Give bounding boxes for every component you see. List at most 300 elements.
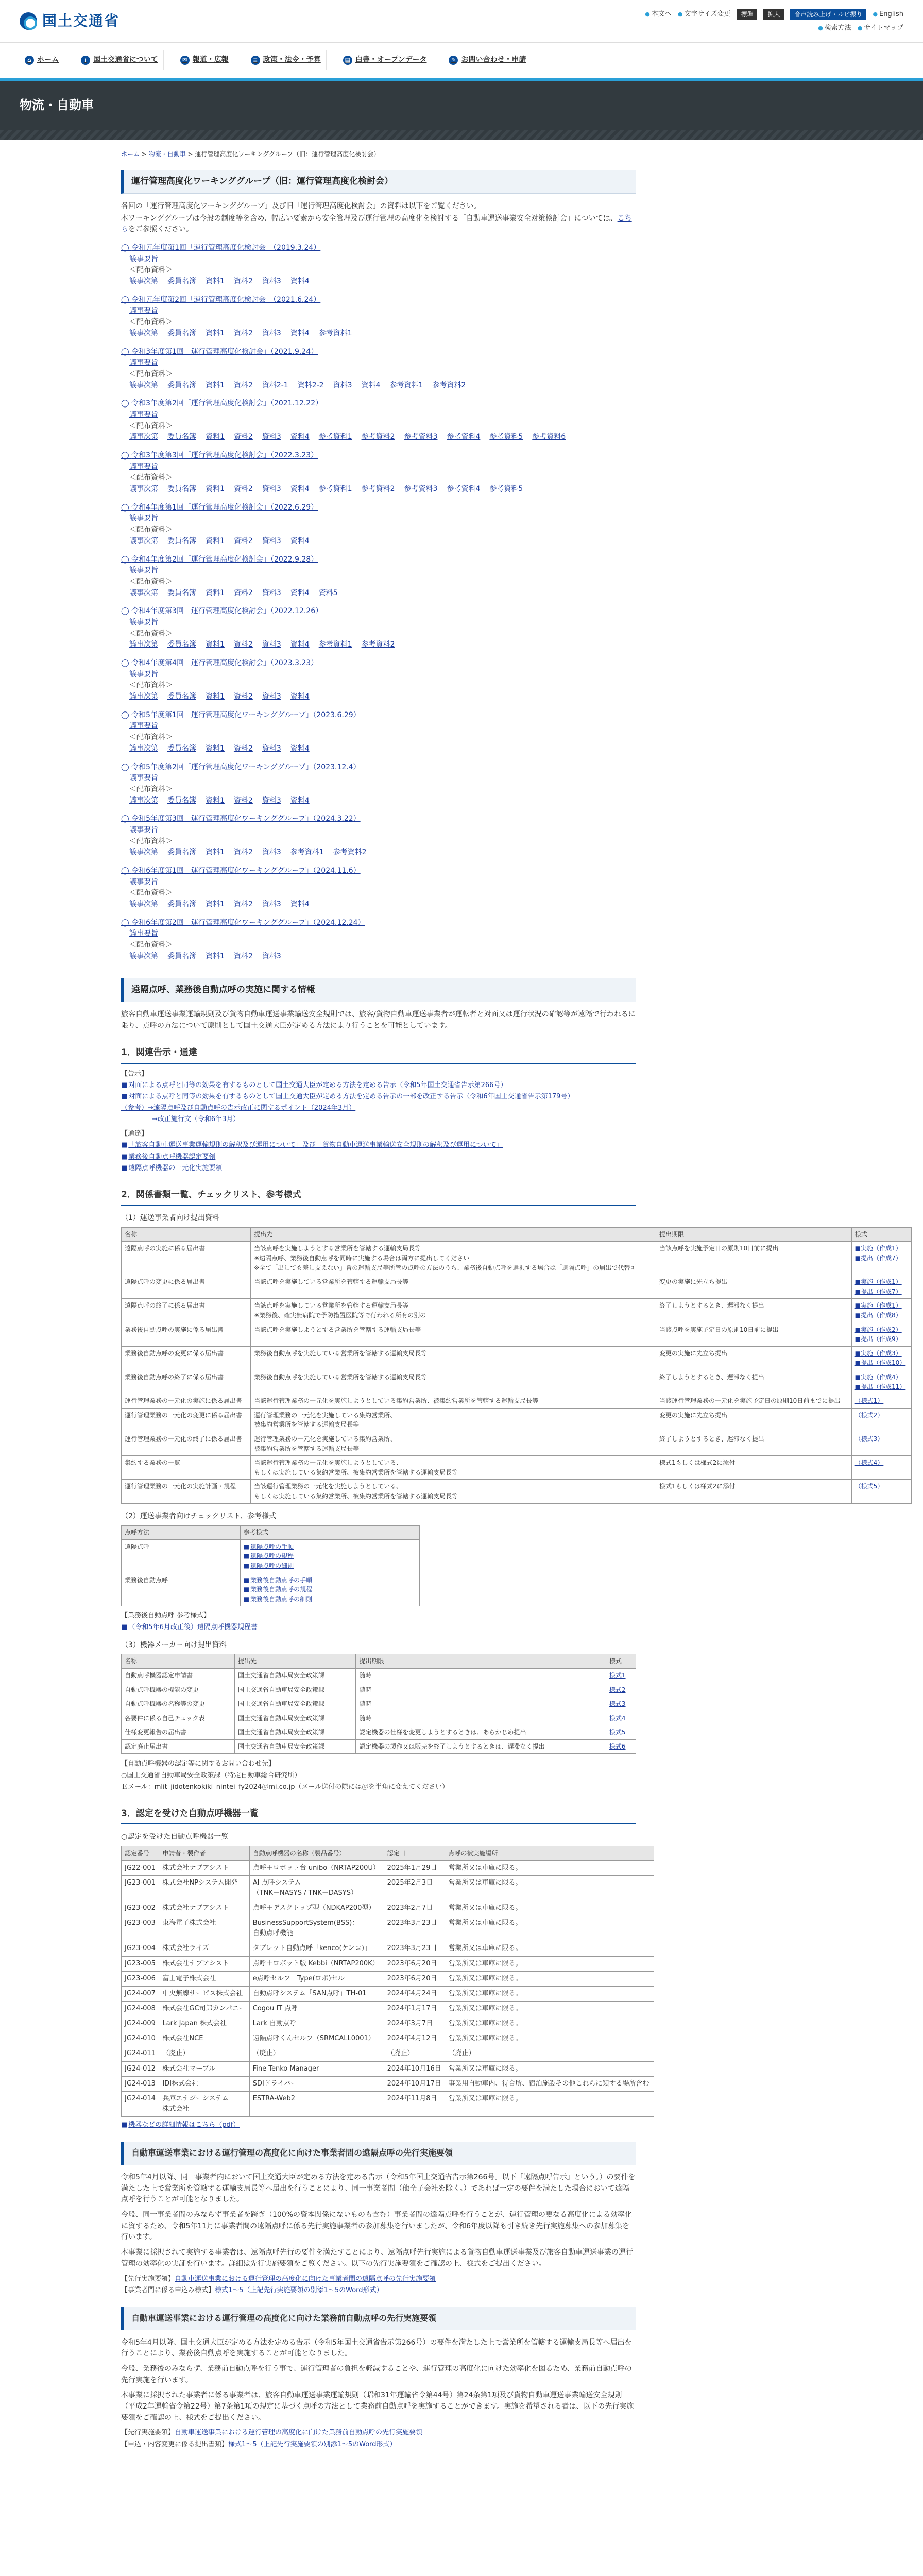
- material-link[interactable]: 資料1: [206, 692, 225, 701]
- material-link[interactable]: 参考資料4: [447, 485, 481, 494]
- material-link[interactable]: 資料4: [290, 588, 310, 597]
- table-cell[interactable]: ■実施（作成3） ■提出（作成10）: [851, 1346, 911, 1370]
- material-link[interactable]: 参考資料2: [361, 640, 395, 649]
- box2-p1: 令和5年4月以降、国土交通大臣が定める方法を定める告示（令和5年国土交通省告示第266号）の要件を満たした上で営業所を管轄する運輸支局長等へ届出を行うことにより、業務後自動点呼を実施することが可能となりました。: [121, 2338, 632, 2358]
- material-link[interactable]: 資料1: [206, 381, 225, 389]
- material-link[interactable]: 資料2: [233, 329, 253, 337]
- material-link[interactable]: 資料4: [290, 485, 310, 494]
- material-link[interactable]: 議事次第: [129, 744, 158, 753]
- handout-label: ＜配布資料＞: [129, 577, 173, 586]
- box1-form-link[interactable]: 様式1～5（上記先行実施要領の別添1～5のWord形式）: [215, 2286, 383, 2294]
- material-link[interactable]: 参考資料1: [318, 640, 352, 649]
- meeting-title-link[interactable]: ◯ 令和4年度第3回「運行管理高度化検討会」（2022.12.26）: [121, 606, 636, 617]
- form-link[interactable]: 遠隔点呼の細則: [250, 1562, 294, 1569]
- material-link[interactable]: 資料3: [333, 381, 352, 389]
- table-cell: 営業所又は車庫に限る。: [445, 2031, 654, 2046]
- table-cell: JG24-008: [122, 2001, 159, 2016]
- nav-home[interactable]: ⌂ ホーム: [20, 50, 64, 70]
- table-cell: 2024年10月17日: [384, 2076, 445, 2091]
- table-cell: （廃止）: [159, 2046, 249, 2061]
- material-link[interactable]: 資料3: [262, 433, 281, 442]
- nav-whitepaper[interactable]: ▤ 白書・オープンデータ: [338, 50, 433, 70]
- table-cell: （廃止）: [384, 2046, 445, 2061]
- table-cell: 運行管理業務の一元化の変更に係る届出書: [122, 1408, 251, 1432]
- table-cell: 遠隔点呼の実施に係る届出書: [122, 1242, 251, 1275]
- material-link[interactable]: 資料1: [206, 796, 225, 805]
- table-cell: 認定機器の製作又は販売を終了しようとするときは、遅滞なく提出: [356, 1739, 606, 1754]
- material-link[interactable]: 議事次第: [129, 692, 158, 701]
- agenda-summary-link[interactable]: 議事要旨: [129, 514, 158, 523]
- form-link[interactable]: 業務後自動点呼の細則: [250, 1595, 313, 1603]
- material-link[interactable]: 委員名簿: [167, 433, 196, 442]
- table-cell[interactable]: 様式6: [606, 1739, 636, 1754]
- meeting-title-link[interactable]: ◯ 令和4年度第1回「運行管理高度化検討会」（2022.6.29）: [121, 502, 636, 514]
- form-link[interactable]: 業務後自動点呼の規程: [250, 1586, 313, 1594]
- material-link[interactable]: 資料2: [233, 744, 253, 753]
- material-link[interactable]: 資料1: [206, 848, 225, 857]
- breadcrumb-home[interactable]: ホーム: [121, 150, 140, 158]
- material-link[interactable]: 資料4: [361, 381, 381, 389]
- material-link[interactable]: 資料2: [233, 900, 253, 909]
- material-link[interactable]: 議事次第: [129, 329, 158, 337]
- table2-caption: （2）運送事業者向けチェックリスト、参考様式: [121, 1512, 276, 1520]
- table-cell: JG23-002: [122, 1901, 159, 1916]
- material-link[interactable]: 参考資料1: [290, 848, 324, 857]
- meeting-title-link[interactable]: ◯ 令和6年度第1回「運行管理高度化ワーキンググループ」（2024.11.6）: [121, 866, 636, 877]
- material-link[interactable]: 資料1: [206, 588, 225, 597]
- table-cell[interactable]: （様式5）: [851, 1480, 911, 1503]
- box2-form-link[interactable]: 様式1～5（上記先行実施要領の別添1～5のWord形式）: [228, 2440, 397, 2448]
- table-cell: 富士電子株式会社: [159, 1971, 249, 1986]
- table-cell[interactable]: ■実施（作成1） ■提出（作成7）: [851, 1242, 911, 1275]
- material-link[interactable]: 資料1: [206, 433, 225, 442]
- meeting-item: [121, 762, 636, 807]
- table-cell: IDI株式会社: [159, 2076, 249, 2091]
- material-link[interactable]: 参考資料2: [361, 433, 395, 442]
- notice-link-1[interactable]: 対面による点呼と同等の効果を有するものとして国土交通大臣が定める方法を定める告示（令和5年国土交通省告示第266号）: [128, 1081, 507, 1089]
- material-link[interactable]: 参考資料1: [318, 433, 352, 442]
- agenda-summary-link[interactable]: 議事要旨: [129, 255, 158, 263]
- material-link[interactable]: 参考資料5: [489, 485, 523, 494]
- box2-guideline-link[interactable]: 自動車運送事業における運行管理の高度化に向けた業務前自動点呼の先行実施要領: [175, 2429, 423, 2437]
- material-link[interactable]: 委員名簿: [167, 692, 196, 701]
- material-link[interactable]: 参考資料2: [333, 848, 367, 857]
- material-link[interactable]: 参考資料1: [318, 485, 352, 494]
- meeting-title-link[interactable]: ◯ 令和3年度第1回「運行管理高度化検討会」（2021.9.24）: [121, 347, 636, 358]
- box1-guideline-link[interactable]: 自動車運送事業における運行管理の高度化に向けた事業者間の遠隔点呼の先行実施要領: [175, 2275, 436, 2283]
- table-cell[interactable]: （様式2）: [851, 1408, 911, 1432]
- table-cell: 随時: [356, 1711, 606, 1725]
- table-cell: 営業所又は車庫に限る。: [445, 1956, 654, 1971]
- agenda-summary-link[interactable]: 議事要旨: [129, 566, 158, 575]
- agenda-summary-link[interactable]: 議事要旨: [129, 359, 158, 367]
- box1-p2: 今般、同一事業者間のみならず事業者を跨ぎ（100%の資本関係にないものも含む）事業者間の遠隔点呼を行うことが、運行管理の更なる高度化による効率化に資するため、令和5年11月に事業者間の遠隔点呼に係る先行実施事業者の参加募集を行いましたが、令和6年度以降も引き続き先行実施募集への参加募集を行います。: [121, 2211, 633, 2242]
- material-link[interactable]: 資料4: [290, 277, 310, 286]
- font-size-large-button[interactable]: 拡大: [763, 9, 784, 20]
- material-link[interactable]: 議事次第: [129, 277, 158, 286]
- material-link[interactable]: 委員名簿: [167, 796, 196, 805]
- table-cell[interactable]: 様式3: [606, 1697, 636, 1711]
- table-header: 名称: [122, 1227, 251, 1242]
- material-link[interactable]: 委員名簿: [167, 536, 196, 545]
- table-cell[interactable]: ■実施（作成4） ■提出（作成11）: [851, 1370, 911, 1394]
- table-cell: 当該点呼を実施しようとする営業所を管轄する運輸支局長等 ※遠隔点呼、業務後自動点呼を同時に実施する場合は両方に提出してください ※全て「出しても差し支えない」旨の運輸支局等所管の点呼の方法のうち、業務後自動点呼を選択する場合は「遠隔点呼」の届出で代替可: [251, 1242, 656, 1275]
- table-row: [122, 1875, 654, 1901]
- table-row: [122, 2076, 654, 2091]
- table-row: [122, 1539, 420, 1573]
- table-row: [122, 1573, 420, 1606]
- category-banner: [0, 78, 923, 130]
- skip-to-content-link[interactable]: ● 本文へ: [645, 9, 672, 20]
- material-link[interactable]: 参考資料1: [389, 381, 423, 389]
- table-cell: 株式会社ナブアシスト: [159, 1860, 249, 1875]
- material-link[interactable]: 資料3: [262, 848, 281, 857]
- material-link[interactable]: 資料3: [262, 536, 281, 545]
- intro-text-1: 各回の「運行管理高度化ワーキンググループ」及び旧「運行管理高度化検討会」の資料は以下をご覧ください。: [121, 201, 481, 210]
- table-cell: 様式1もしくは様式2に添付: [656, 1480, 852, 1503]
- tsutatsu-link-1[interactable]: 「旅客自動車運送事業運輸規則の解釈及び運用について」及び「貨物自動車運送事業輸送安全規則の解釈及び運用について」: [128, 1141, 503, 1149]
- meeting-title-link[interactable]: ◯ 令和3年度第2回「運行管理高度化検討会」（2021.12.22）: [121, 398, 636, 410]
- material-link[interactable]: 資料2-2: [297, 381, 324, 389]
- material-link[interactable]: 議事次第: [129, 796, 158, 805]
- table-row: [122, 1432, 912, 1455]
- box1-p3: 本事業に採択されて実施する事業者は、遠隔点呼先行の要件を満たすことにより、遠隔点呼先行実施による貨物自動車運送事業及び旅客自動車運送事業の運行管理の効率化の実証を行います。詳細は先行実施要領をご覧ください。以下の先行実施要領をご確認の上、様式をご提出ください。: [121, 2248, 633, 2268]
- table-row: [122, 1860, 654, 1875]
- table-cell: 終了しようとするとき、遅滞なく提出: [656, 1432, 852, 1455]
- table-row: [122, 1275, 912, 1299]
- table-cell[interactable]: ■実施（作成1） ■提出（作成7）: [851, 1275, 911, 1299]
- table-cell: AI 点呼システム （TNK－NASYS / TNK－DASYS）: [249, 1875, 384, 1901]
- material-link[interactable]: 資料1: [206, 952, 225, 960]
- material-link[interactable]: 参考資料4: [447, 433, 481, 442]
- material-link[interactable]: 議事次第: [129, 640, 158, 649]
- agenda-summary-link[interactable]: 議事要旨: [129, 618, 158, 626]
- table-cell: 集約する業務の一覧: [122, 1456, 251, 1480]
- table-cell: 株式会社NCE: [159, 2031, 249, 2046]
- meeting-item: [121, 710, 636, 755]
- handout-label: ＜配布資料＞: [129, 526, 173, 534]
- table-cell: 運行管理業務の一元化を実施している集約営業所、 被集約営業所を管轄する運輸支局長等: [251, 1408, 656, 1432]
- form-link[interactable]: 遠隔点呼の規程: [250, 1552, 294, 1560]
- meeting-item: [121, 554, 636, 599]
- agenda-summary-link[interactable]: 議事要旨: [129, 825, 158, 834]
- table-row: [122, 1346, 912, 1370]
- meeting-item: [121, 398, 636, 443]
- material-link[interactable]: 委員名簿: [167, 381, 196, 389]
- breadcrumb-category[interactable]: 物流・自動車: [148, 150, 186, 158]
- mlit-logo-icon: [20, 12, 37, 30]
- material-link[interactable]: 資料4: [290, 433, 310, 442]
- material-link[interactable]: 資料3: [262, 796, 281, 805]
- table-cell: 認定機器の仕様を変更しようとするときは、あらかじめ提出: [356, 1725, 606, 1740]
- material-link[interactable]: 資料1: [206, 277, 225, 286]
- table-cell: 運行管理業務の一元化の終了に係る届出書: [122, 1432, 251, 1455]
- table-header: 認定番号: [122, 1846, 159, 1860]
- material-link[interactable]: 資料4: [290, 796, 310, 805]
- material-link[interactable]: 議事次第: [129, 536, 158, 545]
- material-link[interactable]: 資料1: [206, 744, 225, 753]
- material-link[interactable]: 議事次第: [129, 588, 158, 597]
- material-link[interactable]: 委員名簿: [167, 952, 196, 960]
- material-link[interactable]: 資料2: [233, 796, 253, 805]
- table-cell[interactable]: （様式4）: [851, 1456, 911, 1480]
- table-cell: ESTRA-Web2: [249, 2091, 384, 2116]
- material-link[interactable]: 資料1: [206, 900, 225, 909]
- material-link[interactable]: 議事次第: [129, 381, 158, 389]
- material-link[interactable]: 参考資料5: [489, 433, 523, 442]
- table-cell: 中央無線サービス株式会社: [159, 1986, 249, 2001]
- table-cell: 株式会社ナブアシスト: [159, 1956, 249, 1971]
- voice-reading-button[interactable]: 音声読み上げ・ルビ振り: [790, 9, 866, 21]
- table-cell: 国土交通省自動車局安全政策課: [234, 1739, 356, 1754]
- table-cell[interactable]: （様式1）: [851, 1394, 911, 1409]
- table-cell: 当該運行管理業務の一元化を実施しようとしている、 もしくは実施している集約営業所、被集約営業所を管轄する運輸支局長等: [251, 1456, 656, 1480]
- material-link[interactable]: 資料2: [233, 692, 253, 701]
- material-link[interactable]: 委員名簿: [167, 588, 196, 597]
- material-link[interactable]: 委員名簿: [167, 329, 196, 337]
- material-link[interactable]: 資料3: [262, 485, 281, 494]
- table-cell: JG23-005: [122, 1956, 159, 1971]
- heading-certified: 3．認定を受けた自動点呼機器一覧: [121, 1804, 636, 1824]
- material-link[interactable]: 委員名簿: [167, 900, 196, 909]
- site-logo[interactable]: [20, 10, 119, 32]
- table-row: [122, 1916, 654, 1941]
- material-link[interactable]: 資料4: [290, 640, 310, 649]
- box2-p2: 今般、業務後のみならず、業務前自動点呼を行う事で、運行管理者の負担を軽減することや、運行管理の高度化に向けた効率化を図るため、業務前自動点呼の先行実施を行います。: [121, 2364, 632, 2384]
- material-link[interactable]: 資料1: [206, 485, 225, 494]
- table-cell[interactable]: 様式2: [606, 1683, 636, 1697]
- search-help-link[interactable]: ● 検索方法: [818, 23, 851, 33]
- table-row: [122, 2046, 654, 2061]
- material-link[interactable]: 資料4: [290, 329, 310, 337]
- english-link[interactable]: ● English: [873, 9, 903, 20]
- material-link[interactable]: 資料3: [262, 329, 281, 337]
- intro-link[interactable]: こちら: [121, 214, 632, 234]
- font-size-label: ● 文字サイズ変更: [678, 9, 731, 20]
- table-cell: JG24-013: [122, 2076, 159, 2091]
- agenda-summary-link[interactable]: 議事要旨: [129, 774, 158, 783]
- material-link[interactable]: 委員名簿: [167, 640, 196, 649]
- table-cell: 業務後自動点呼の変更に係る届出書: [122, 1346, 251, 1370]
- material-link[interactable]: 資料1: [206, 640, 225, 649]
- meeting-title-link[interactable]: ◯ 令和4年度第2回「運行管理高度化検討会」（2022.9.28）: [121, 554, 636, 566]
- material-link[interactable]: 資料2: [233, 381, 253, 389]
- material-link[interactable]: 資料3: [262, 277, 281, 286]
- table-cell: 営業所又は車庫に限る。: [445, 1971, 654, 1986]
- agenda-summary-link[interactable]: 議事要旨: [129, 410, 158, 419]
- table-cell: 営業所又は車庫に限る。: [445, 2061, 654, 2076]
- tsutatsu-link-2[interactable]: 業務後自動点呼機器認定要領: [128, 1153, 216, 1161]
- material-link[interactable]: 資料3: [262, 692, 281, 701]
- table-cell: 国土交通省自動車局安全政策課: [234, 1697, 356, 1711]
- material-link[interactable]: 資料3: [262, 588, 281, 597]
- handout-label: ＜配布資料＞: [129, 889, 173, 897]
- global-nav: [0, 42, 923, 78]
- table-cell: 当該点呼を実施予定日の原則10日前に提出: [656, 1242, 852, 1275]
- material-link[interactable]: 資料4: [290, 536, 310, 545]
- table-row: [122, 1456, 912, 1480]
- material-link[interactable]: 委員名簿: [167, 848, 196, 857]
- table-row: [122, 1668, 636, 1683]
- material-link[interactable]: 参考資料2: [432, 381, 466, 389]
- material-link[interactable]: 資料3: [262, 900, 281, 909]
- table-cell: 当該運行管理業務の一元化を実施しようとしている、 もしくは実施している集約営業所、被集約営業所を管轄する運輸支局長等: [251, 1480, 656, 1503]
- table-cell: JG23-001: [122, 1875, 159, 1901]
- material-link[interactable]: 資料2-1: [262, 381, 288, 389]
- agenda-summary-link[interactable]: 議事要旨: [129, 670, 158, 679]
- form-link[interactable]: 業務後自動点呼の手順: [250, 1576, 313, 1584]
- table-row: [122, 1986, 654, 2001]
- table-header: 提出期限: [656, 1227, 852, 1242]
- material-link[interactable]: 資料3: [262, 952, 281, 960]
- table-cell[interactable]: ■実施（作成1） ■提出（作成8）: [851, 1299, 911, 1323]
- table-cell: 遠隔点呼くんセルフ（SRMCALL0001）: [249, 2031, 384, 2046]
- table-header: 提出先: [234, 1654, 356, 1669]
- table-cell: 自動点呼機器の機能の変更: [122, 1683, 235, 1697]
- table-cell: JG23-003: [122, 1916, 159, 1941]
- material-link[interactable]: 議事次第: [129, 433, 158, 442]
- meeting-title-link[interactable]: ◯ 令和5年度第1回「運行管理高度化ワーキンググループ」（2023.6.29）: [121, 710, 636, 721]
- category-title: 物流・自動車: [20, 98, 94, 113]
- material-link[interactable]: 資料4: [290, 692, 310, 701]
- material-link[interactable]: 資料3: [262, 640, 281, 649]
- table-header: 自動点呼機器の名称（製品番号）: [249, 1846, 384, 1860]
- table-cell: JG23-004: [122, 1941, 159, 1956]
- meeting-item: [121, 866, 636, 910]
- table-row: [122, 1323, 912, 1346]
- table-cell: 運行管理業務の一元化の実施計画・規程: [122, 1480, 251, 1503]
- material-link[interactable]: 資料1: [206, 329, 225, 337]
- table-cell: 点呼＋デスクトップ型（NDKAP200型）: [249, 1901, 384, 1916]
- table-cell: JG24-009: [122, 2016, 159, 2031]
- notice-ref-link[interactable]: （参考）→遠隔点呼及び自動点呼の告示改正に関するポイント（2024年3月）: [121, 1104, 356, 1112]
- meeting-title-link[interactable]: ◯ 令和3年度第3回「運行管理高度化検討会」（2022.3.23）: [121, 450, 636, 462]
- meeting-item: [121, 918, 636, 962]
- material-link[interactable]: 資料4: [290, 744, 310, 753]
- material-link[interactable]: 参考資料3: [404, 433, 438, 442]
- material-link[interactable]: 資料5: [318, 588, 338, 597]
- material-link[interactable]: 資料2: [233, 277, 253, 286]
- meeting-title-link[interactable]: ◯ 令和4年度第4回「運行管理高度化検討会」（2023.3.23）: [121, 658, 636, 669]
- meeting-title-link[interactable]: ◯ 令和5年度第3回「運行管理高度化ワーキンググループ」（2024.3.22）: [121, 814, 636, 825]
- agenda-summary-link[interactable]: 議事要旨: [129, 462, 158, 471]
- table-cell: [240, 1539, 419, 1573]
- agenda-summary-link[interactable]: 議事要旨: [129, 307, 158, 315]
- material-link[interactable]: 議事次第: [129, 848, 158, 857]
- table-cell[interactable]: （様式3）: [851, 1432, 911, 1455]
- table-cell: （廃止）: [249, 2046, 384, 2061]
- sitemap-link[interactable]: ● サイトマップ: [858, 23, 903, 33]
- notice-ref-link-2[interactable]: →改正施行文（令和6年3月）: [152, 1115, 240, 1124]
- table-cell[interactable]: 様式4: [606, 1711, 636, 1725]
- material-link[interactable]: 資料4: [290, 900, 310, 909]
- site-header: [0, 0, 923, 42]
- notice-link-2[interactable]: 対面による点呼と同等の効果を有するものとして国土交通大臣が定める方法を定める告示の一部を改正する告示（令和6年国土交通省告示第179号）: [128, 1092, 574, 1100]
- device-details-link[interactable]: 機器などの詳細情報はこちら（pdf）: [128, 2121, 240, 2129]
- nav-about[interactable]: i 国土交通省について: [76, 50, 164, 70]
- material-link[interactable]: 議事次第: [129, 485, 158, 494]
- table-cell: 終了しようとするとき、遅滞なく提出: [656, 1370, 852, 1394]
- handout-label: ＜配布資料＞: [129, 733, 173, 742]
- form-link[interactable]: 遠隔点呼の手順: [250, 1543, 294, 1550]
- main-content: [121, 140, 906, 2450]
- table-cell: （廃止）: [445, 2046, 654, 2061]
- material-link[interactable]: 資料2: [233, 536, 253, 545]
- tsutatsu-link-3[interactable]: 遠隔点呼機器の一元化実施要領: [128, 1164, 223, 1172]
- material-link[interactable]: 議事次第: [129, 952, 158, 960]
- table-cell: タブレット自動点呼「kenco(ケンコ)」: [249, 1941, 384, 1956]
- megaphone-icon: ✉: [180, 56, 190, 65]
- table-row: [122, 2061, 654, 2076]
- table-row: [122, 1941, 654, 1956]
- meeting-item: [121, 658, 636, 703]
- meeting-title-link[interactable]: ◯ 令和5年度第2回「運行管理高度化ワーキンググループ」（2023.12.4）: [121, 762, 636, 773]
- material-link[interactable]: 参考資料6: [532, 433, 566, 442]
- material-link[interactable]: 資料1: [206, 536, 225, 545]
- font-size-standard-button[interactable]: 標準: [737, 9, 757, 20]
- material-link[interactable]: 委員名簿: [167, 744, 196, 753]
- agenda-summary-link[interactable]: 議事要旨: [129, 877, 158, 886]
- material-link[interactable]: 資料2: [233, 485, 253, 494]
- meeting-title-link[interactable]: ◯ 令和6年度第2回「運行管理高度化ワーキンググループ」（2024.12.24）: [121, 918, 636, 929]
- material-link[interactable]: 議事次第: [129, 900, 158, 909]
- table-cell[interactable]: 様式5: [606, 1725, 636, 1740]
- checklist-table: [121, 1525, 420, 1606]
- agenda-summary-link[interactable]: 議事要旨: [129, 929, 158, 938]
- meeting-item: [121, 295, 636, 340]
- table-cell: 営業所又は車庫に限る。: [445, 1986, 654, 2001]
- table-cell: 自動点呼システム「SAN点呼」TH-01: [249, 1986, 384, 2001]
- breadcrumb: ホーム > 物流・自動車 > 運行管理高度化ワーキンググループ（旧：運行管理高度化検討会）: [121, 150, 380, 158]
- material-link[interactable]: 参考資料2: [361, 485, 395, 494]
- t2-note-link[interactable]: （令和5年6月改正後）遠隔点呼機器規程書: [128, 1623, 258, 1631]
- material-link[interactable]: 資料2: [233, 952, 253, 960]
- table-header: 申請者・製作者: [159, 1846, 249, 1860]
- table-cell: 業務後自動点呼: [122, 1573, 241, 1606]
- material-link[interactable]: 資料2: [233, 640, 253, 649]
- material-link[interactable]: 委員名簿: [167, 485, 196, 494]
- meeting-item: [121, 243, 636, 287]
- material-link[interactable]: 参考資料1: [318, 329, 352, 337]
- material-link[interactable]: 資料2: [233, 848, 253, 857]
- nav-press[interactable]: ✉ 報道・広報: [175, 50, 234, 70]
- handout-label: ＜配布資料＞: [129, 421, 173, 430]
- meeting-title-link[interactable]: ◯ 令和元年度第2回「運行管理高度化検討会」（2021.6.24）: [121, 295, 636, 306]
- material-link[interactable]: 資料2: [233, 588, 253, 597]
- material-link[interactable]: 資料2: [233, 433, 253, 442]
- table-row: [122, 1971, 654, 1986]
- agenda-summary-link[interactable]: 議事要旨: [129, 722, 158, 731]
- material-link[interactable]: 参考資料3: [404, 485, 438, 494]
- nav-contact[interactable]: ✎ お問い合わせ・申請: [443, 50, 531, 70]
- table-cell: JG24-014: [122, 2091, 159, 2116]
- table-row: [122, 1242, 912, 1275]
- table-cell: 東海電子株式会社: [159, 1916, 249, 1941]
- nav-policy[interactable]: ≡ 政策・法令・予算: [246, 50, 327, 70]
- table-cell: 当該運行管理業務の一元化を実施しようとしている集約営業所、被集約営業所を管轄する運輸支局長等: [251, 1394, 656, 1409]
- operator-forms-table: [121, 1227, 912, 1504]
- banner-stripe: [0, 130, 923, 140]
- table-cell: 業務後自動点呼の終了に係る届出書: [122, 1370, 251, 1394]
- material-link[interactable]: 資料3: [262, 744, 281, 753]
- table-cell[interactable]: ■実施（作成2） ■提出（作成9）: [851, 1323, 911, 1346]
- meeting-list: [121, 243, 636, 962]
- material-link[interactable]: 委員名簿: [167, 277, 196, 286]
- table-cell[interactable]: 様式1: [606, 1668, 636, 1683]
- handout-label: ＜配布資料＞: [129, 941, 173, 950]
- meeting-title-link[interactable]: ◯ 令和元年度第1回「運行管理高度化検討会」（2019.3.24）: [121, 243, 636, 254]
- table-header: 様式: [606, 1654, 636, 1669]
